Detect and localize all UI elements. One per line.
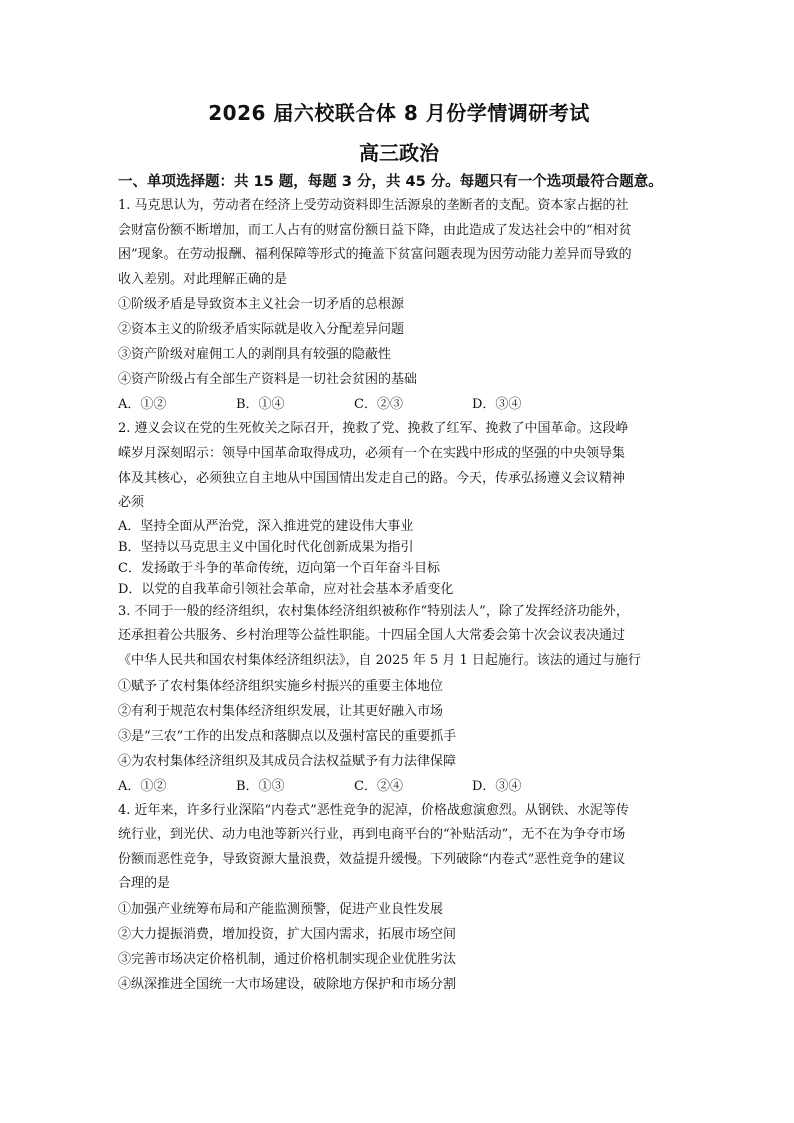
question-1-statement: ①阶级矛盾是导致资本主义社会一切矛盾的总根源 bbox=[118, 297, 405, 313]
question-3-line: 《中华人民共和国农村集体经济组织法》，自 2025 年 5 月 1 日起施行。该法的通过与施行 bbox=[118, 652, 641, 668]
choice-d: D．③④ bbox=[472, 397, 522, 413]
option-b: B．坚持以马克思主义中国化时代化创新成果为指引 bbox=[118, 539, 414, 555]
question-3-choices bbox=[118, 774, 680, 799]
question-3-line: 3. 不同于一般的经济组织，农村集体经济组织被称作“特别法人”，除了发挥经济功能外， bbox=[118, 603, 629, 619]
exam-page bbox=[118, 98, 680, 997]
question-2-line: 必须 bbox=[118, 495, 145, 511]
question-4-line: 合理的是 bbox=[118, 876, 171, 892]
question-1-statement: ②资本主义的阶级矛盾实际就是收入分配差异问题 bbox=[118, 322, 405, 338]
exam-subtitle: 高三政治 bbox=[359, 141, 439, 165]
question-1-line: 困”现象。在劳动报酬、福利保障等形式的掩盖下贫富问题表现为因劳动能力差异而导致的 bbox=[118, 247, 632, 263]
question-1-statement: ③资产阶级对雇佣工人的剥削具有较强的隐蔽性 bbox=[118, 347, 392, 363]
question-1-line: 1. 马克思认为，劳动者在经济上受劳动资料即生活源泉的垄断者的支配。资本家占据的社 bbox=[118, 198, 629, 213]
question-3-line: 还承担着公共服务、乡村治理等公益性职能。十四届全国人大常委会第十次会议表决通过 bbox=[118, 628, 626, 644]
option-a: A．坚持全面从严治党，深入推进党的建设伟大事业 bbox=[118, 518, 414, 534]
question-2 bbox=[118, 417, 680, 599]
question-3-statement: ③是“三农”工作的出发点和落脚点以及强村富民的重要抓手 bbox=[118, 728, 457, 744]
choice-b: B．①③ bbox=[236, 778, 285, 794]
choice-c: C．②③ bbox=[354, 397, 403, 413]
question-4-statement: ③完善市场决定价格机制，通过价格机制实现企业优胜劣汰 bbox=[118, 951, 457, 967]
question-4-line: 份额而恶性竞争，导致资源大量浪费，效益提升缓慢。下列破除“内卷式”恶性竞争的建议 bbox=[118, 851, 626, 867]
question-3 bbox=[118, 600, 680, 799]
question-4-statement: ②大力提振消费，增加投资，扩大国内需求，拓展市场空间 bbox=[118, 926, 457, 942]
question-4 bbox=[118, 799, 680, 997]
choice-d: D．③④ bbox=[472, 778, 522, 794]
question-1-line: 收入差别。对此理解正确的是 bbox=[118, 271, 288, 287]
exam-title: 2026 届六校联合体 8 月份学情调研考试 bbox=[208, 101, 590, 125]
choice-a: A．①② bbox=[118, 778, 167, 794]
question-4-line: 4. 近年来，许多行业深陷“内卷式”恶性竞争的泥淖，价格战愈演愈烈。从钢铁、水泥等传 bbox=[118, 802, 629, 818]
option-c: C．发扬敢于斗争的革命传统，迈向第一个百年奋斗目标 bbox=[118, 560, 440, 576]
question-3-statement: ④为农村集体经济组织及其成员合法权益赋予有力法律保障 bbox=[118, 753, 457, 769]
question-1-choices bbox=[118, 392, 680, 417]
option-d: D．以党的自我革命引领社会革命，应对社会基本矛盾变化 bbox=[118, 581, 454, 597]
question-3-statement: ①赋予了农村集体经济组织实施乡村振兴的重要主体地位 bbox=[118, 678, 444, 694]
question-1-statement: ④资产阶级占有全部生产资料是一切社会贫困的基础 bbox=[118, 372, 418, 388]
question-1-line: 会财富份额不断增加，而工人占有的财富份额日益下降，由此造成了发达社会中的“相对贫 bbox=[118, 222, 632, 238]
question-2-line: 2. 遵义会议在党的生死攸关之际召开，挽救了党、挽救了红军、挽救了中国革命。这段峥 bbox=[118, 421, 629, 437]
choice-a: A．①② bbox=[118, 397, 167, 413]
question-4-statement: ④纵深推进全国统一大市场建设，破除地方保护和市场分割 bbox=[118, 976, 457, 992]
choice-b: B．①④ bbox=[236, 397, 285, 413]
section-heading: 一、单项选择题：共 15 题，每题 3 分，共 45 分。每题只有一个选项最符合题意。 bbox=[118, 174, 663, 190]
question-1 bbox=[118, 194, 680, 417]
question-2-line: 体及其核心，必须独立自主地从中国国情出发走自己的路。今天，传承弘扬遵义会议精神 bbox=[118, 470, 626, 486]
question-4-statement: ①加强产业统筹布局和产能监测预警，促进产业良性发展 bbox=[118, 901, 444, 917]
question-3-statement: ②有利于规范农村集体经济组织发展，让其更好融入市场 bbox=[118, 703, 444, 719]
question-2-line: 嵘岁月深刻昭示：领导中国革命取得成功，必须有一个在实践中形成的坚强的中央领导集 bbox=[118, 445, 626, 461]
choice-c: C．②④ bbox=[354, 778, 403, 794]
question-4-line: 统行业，到光伏、动力电池等新兴行业，再到电商平台的“补贴活动”，无不在为争夺市场 bbox=[118, 827, 626, 843]
